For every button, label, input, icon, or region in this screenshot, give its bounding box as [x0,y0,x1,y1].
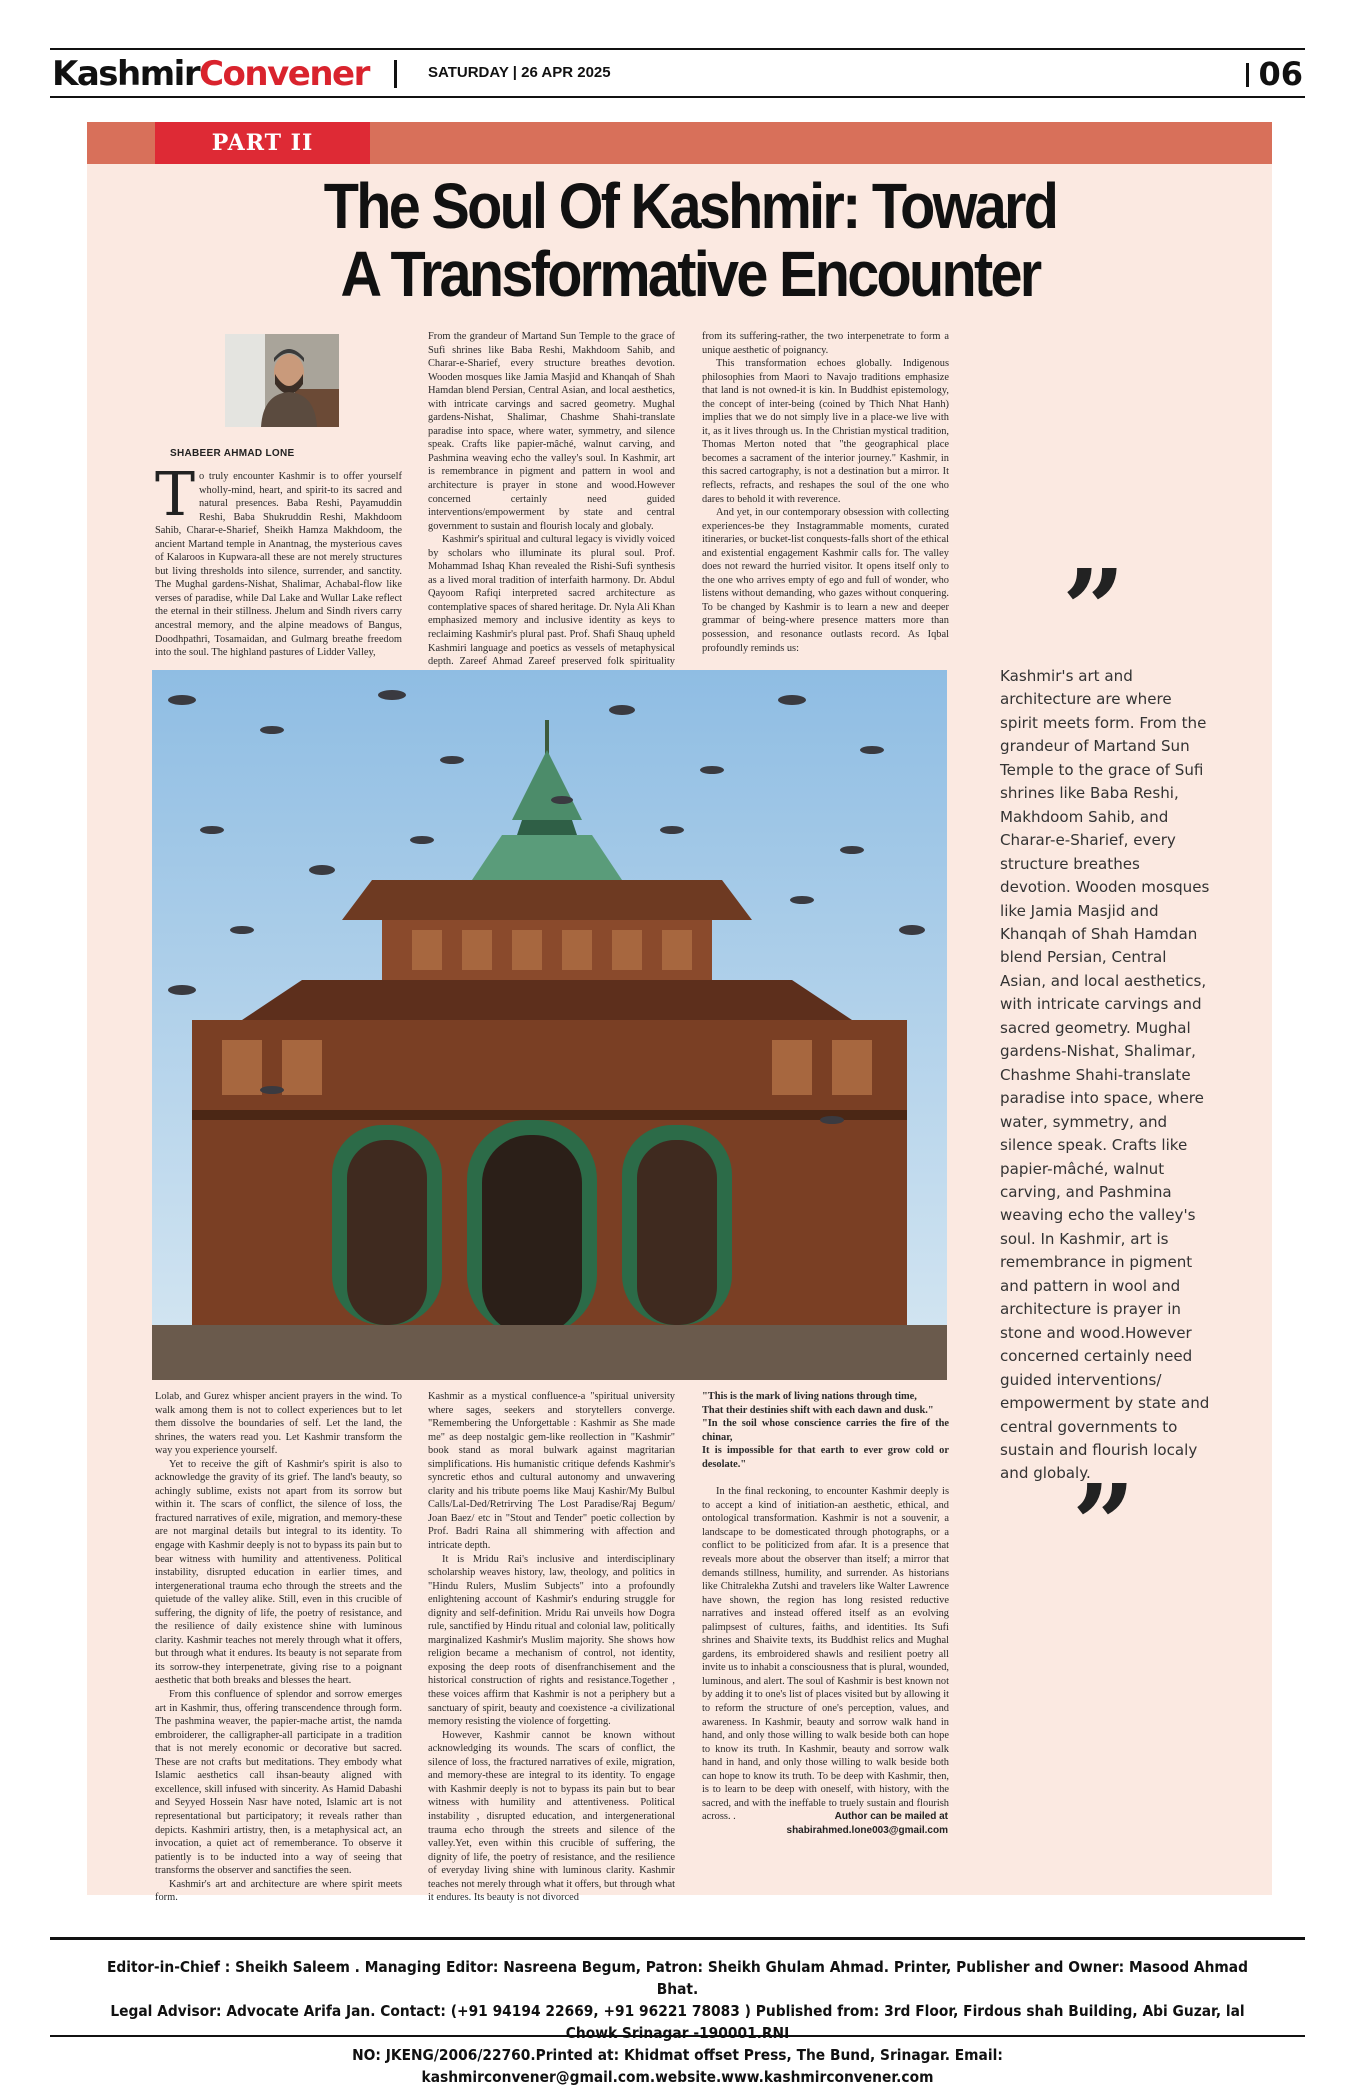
newspaper-logo[interactable]: KashmirConvener [52,54,369,94]
paragraph: It is Mridu Rai's inclusive and interdisciplinary scholarship weaves history, law, theology, and politics in "Hindu Rulers, Muslim Subjects" into a profoundly enlightening account of Kashmir's enduring struggle for dignity and self-definition. Mridu Rai unveils how Dogra rule, sanctified by Hindu ritual and colonial law, politically marginalized Kashmir's Muslim majority. She shows how religion became a mechanism of control, not identity, exposing the deep roots of disenfranchisement and the historical construction of rights and resistance.Together , these voices affirm that Kashmir is not a periphery but a sanctuary of spirit, beauty and coexistence -a civilizational memory resisting the violence of forgetting. [428,1553,675,1728]
drop-cap: T [155,460,196,530]
issue-date: SATURDAY | 26 APR 2025 [428,64,611,81]
imprint-footer [50,1937,1305,2086]
section-label: PART II [155,122,370,164]
paragraph: Yet to receive the gift of Kashmir's spirit is also to acknowledge the gravity of its grief. The land's beauty, so achingly sublime, exists not apart from its sorrow but within it. The scars of conflict, the silence of loss, the fractured narratives of exile, migration, and memory-these are not marginal details but integral to its identity. To engage with Kashmir deeply is not to bypass its pain but to bear witness with humility and attentiveness. Political instability, disrupted education in earlier times, and intergenerational trauma echo through the streets and the quietude of the valley alike. Still, even in this crucible of suffering, the dignity of life, the poetry of resistance, and the resilience of daily existence shine with luminous clarity. Kashmir teaches not merely through what it offers, but through what it endures. Its beauty is not separate from its sorrow-they interpenetrate, giving rise to a poignant aesthetic that both breaks and blesses the heart. [155,1458,402,1687]
paragraph: o truly encounter Kashmir is to offer yourself wholly-mind, heart, and spirit-to its sacred and natural presences. Baba Reshi, Payamuddin Reshi, Baba Shukruddin Reshi, Makhdoom Sahib, Charar-e-Sharief, Sheikh Hamza Makhdoom, the ancient Martand temple in Anantnag, the mysterious caves of Kalaroos in Kupwara-all these are not merely structures but living thresholds into silence, surrender, and sanctity. The Mughal gardens-Nishat, Shalimar, Achabal-flow like verses of paradise, while Dal Lake and Wullar Lake reflect the eternal in their stillness. Jhelum and Sindh rivers carry ancestral memory, and the alpine meadows of Bangus, Doodhpathri, Tosamaidan, and Gulmarg breathe freedom into the soul. The highland pastures of Lidder Valley, [155,471,402,659]
masthead-divider [394,60,397,88]
author-contact: Author can be mailed at shabirahmed.lone003@gmail.com [690,1810,948,1838]
page-number: 06 [1258,52,1303,96]
paragraph: This transformation echoes globally. Indigenous philosophies from Maori to Navajo traditions emphasize that land is not owned-it is kin. In Buddhist epistemology, the concept of inter-being (coined by Thich Nhat Hanh) implies that we do not simply live in a place-we live with it, as it lives through us. In the Christian mystical tradition, Thomas Merton noted that "the geographical place becomes a sacrament of the interior journey." Kashmir, in this sacred cartography, is not a destination but a mirror. It reflects, refracts, and reshapes the soul of the one who dares to behold it with reverence. [702,358,949,505]
paragraph: From this confluence of splendor and sorrow emerges art in Kashmir, thus, offering transcendence through form. The pashmina weaver, the papier-mache artist, the namda embroiderer, the calligrapher-all participate in a tradition that is not merely economic or decorative but sacred. These are not crafts but meditations. They embody what Islamic aesthetics call ihsan-beauty aligned with excellence, skill infused with sincerity. As Hamid Dabashi and Seyyed Hossein Nasr have noted, Islamic art is not representational but participatory; it reveals rather than depicts. Kashmiri artistry, then, is a metaphysical act, an invocation, a quiet act of rememberance. To observe it patiently is to be inducted into a way of seeing that transforms the observer and sanctifies the seen. [155,1689,402,1877]
paragraph: Kashmir as a mystical confluence-a "spiritual university where sages, seekers and storytellers converge. "Remembering the Unforgettable : Kashmir as She made me" as deep nostalgic gem-like reollection in "Kashmir" book stand as moral bulwark against magritarian simplifications. His humanistic critique defends Kashmir's syncretic ethos and cultural autonomy and unwavering clarity and his tribute poems like Mauj Kashir/My Bulbul Calls/Lal-Ded/Retrirving The Lost Paradise/Raj Begum/ Joan Baez/ etc in "Stout and Tender" poetic collection by Prof. Badri Raina all shimmering with affection and intricate depth. [428,1391,675,1552]
article-headline [204,172,1176,308]
shrine-photograph [152,670,947,1380]
author-portrait-image [225,334,339,427]
paragraph: From the grandeur of Martand Sun Temple to the grace of Sufi shrines like Baba Reshi, Makhdoom Sahib, and Charar-e-Sharief, every structure breathes devotion. Wooden mosques like Jamia Masjid and Khanqah of Shah Hamdan blend Persian, Central Asian, and local aesthetics, with intricate carvings and sacred geometry. Mughal gardens-Nishat, Shalimar, Chashme Shahi-translate paradise into space, where water, symmetry, and silence speak. Crafts like papier-mâché, walnut carving, and Pashmina weaving echo the valley's soul. In Kashmir, art is remembrance in pigment and pattern in wool and architecture is prayer in stone and wood.However concerned certainly need guided interventions/empowerment by state and central government to sustain and flourish localy and globaly. [428,331,675,532]
iqbal-quote-line: That their destinies shift with each dawn and dusk." [702,1404,934,1416]
imprint-line-3: NO: JKENG/2006/22760.Printed at: Khidmat offset Press, The Bund, Srinagar. Email: kashmirconvener@gmail.com.website.www.kashmirconvener.com [352,2046,1003,2086]
sidebar-pull-quote: Kashmir's art and architecture are where spirit meets form. From the grandeur of Martand Sun Temple to the grace of Sufi shrines like Baba Reshi, Makhdoom Sahib, and Charar-e-Sharief, every structure breathes devotion. Wooden mosques like Jamia Masjid and Khanqah of Shah Hamdan blend Persian, Central Asian, and local aesthetics, with intricate carvings and sacred geometry. Mughal gardens-Nishat, Shalimar, Chashme Shahi-translate paradise into space, where water, symmetry, and silence speak. Crafts like papier-mâché, walnut carving, and Pashmina weaving echo the valley's soul. In Kashmir, art is remembrance in pigment and pattern in wool and architecture is prayer in stone and wood.However concerned certainly need guided interventions/ empowerment by state and central governments to sustain and flourish localy and globaly. [1000,667,1210,1483]
paragraph: In the final reckoning, to encounter Kashmir deeply is to accept a kind of initiation-an aesthetic, ethical, and ontological transformation. Kashmir is not a souvenir, a landscape to be domesticated through photographs, or a conflict to be politicized from afar. It is a presence that reveals more about the observer than itself; a mirror that demands stillness, humility, and surrender. As historians like Chitralekha Zutshi and travelers like Walter Lawrence have shown, the region has long resisted reductive narratives and instead offered itself as an evolving palimpsest of cultures, faiths, and identities. Its Sufi shrines and Shaivite texts, its Buddhist relics and Mughal gardens, its embroidered shawls and resilient poetry all invite us to inhabit a consciousness that is plural, wounded, luminous, and alert. The soul of Kashmir is best known not by adding it to one's list of places visited but by allowing it to reform the structure of one's perception, values, and awareness. In Kashmir, beauty and sorrow walk hand in hand, and only those willing to walk beside both can hope to know its truth. In Kashmir, beauty and sorrow walk hand in hand, and only those willing to walk beside both can hope to know its truth. To be deep with Kashmir, then, is to learn to be deep with oneself, with history, with the sacred, and with the ineffable to truely sustain and flourish across. . [702,1486,949,1823]
author-photo [225,334,339,427]
open-quote-mark: ” [1062,545,1126,674]
close-quote-mark: ” [1072,1460,1136,1589]
khanqah-photo [152,670,947,1380]
paragraph: And yet, in our contemporary obsession with collecting experiences-be they Instagrammable moments, curated itineraries, or bucket-list conquests-falls short of the ethical and existential engagement Kashmir calls for. The valley does not reward the hurried visitor. It opens itself only to the one who arrives empty of ego and full of wonder, who listens without demanding, who gazes without conquering. To be changed by Kashmir is to learn a new and deeper grammar of being-where presence matters more than possession, and resonance outlasts record. As Iqbal profoundly reminds us: [702,507,949,654]
author-email-link[interactable]: shabirahmed.lone003@gmail.com [786,1825,948,1836]
paragraph: from its suffering-rather, the two interpenetrate to form a unique aesthetic of poignancy. [702,331,949,356]
masthead [50,48,1305,98]
headline-line-1: The Soul Of Kashmir: Toward [323,170,1057,242]
lower-column-2 [428,1390,675,1905]
paragraph: However, Kashmir cannot be known without acknowledging its wounds. The scars of conflict, the silence of loss, the fractured narratives of exile, migration, and memory-these are integral to its identity. To engage with Kashmir deeply is not to bypass its pain but to bear witness with humility and attentiveness. Political instability , disrupted education, and intergenerational trauma echo through the streets and silence of the valley.Yet, even within this crucible of suffering, the dignity of life, the poetry of resistance, and the resilience of everyday living shine with luminous clarity. Kashmir teaches not merely through what it offers, but through what it endures. Its beauty is not divorced [428,1729,675,1904]
imprint-line-2: Legal Advisor: Advocate Arifa Jan. Contact: (+91 94194 22669, +91 96221 78083 ) Published from: 3rd Floor, Firdous shah Building, Abi Guzar, lal Chowk Srinagar -190001.RNI [110,2002,1245,2042]
iqbal-quote-line: "In the soil whose conscience carries the fire of the chinar, [702,1418,949,1443]
author-byline: SHABEER AHMAD LONE [170,448,295,459]
paragraph: Kashmir's art and architecture are where spirit meets form. [155,1878,402,1904]
imprint-line-1: Editor-in-Chief : Sheikh Saleem . Managing Editor: Nasreena Begum, Patron: Sheikh Ghulam Ahmad. Printer, Publisher and Owner: Masood Ahmad Bhat. [106,1958,1248,1998]
paragraph: Kashmir's spiritual and cultural legacy is vividly voiced by scholars who illuminate its plural soul. Prof. Mohammad Ishaq Khan revealed the Rishi-Sufi synthesis as a lived moral tradition of interfaith harmony. Dr. Abdul Qayoom Rafiqi interpreted sacred architecture as contemplative spaces of shared heritage. Dr. Nyla Ali Khan emphasized memory and inclusive identity as keys to reclaiming Kashmir's plural past. Prof. Shafi Shauq upheld Kashmiri language and poetics as vessels of metaphysical depth. Zareef Ahmad Zareef preserved folk spirituality [428,534,675,668]
upper-column-3 [702,330,949,655]
upper-column-1 [155,460,402,660]
iqbal-quote-line: It is impossible for that earth to ever grow cold or desolate." [702,1445,949,1470]
upper-column-2 [428,330,675,696]
lower-column-3 [702,1390,949,1824]
headline-line-2: A Transformative Encounter [340,238,1040,310]
paragraph: Lolab, and Gurez whisper ancient prayers in the wind. To walk among them is not to collect experiences but to let them dissolve the boundaries of self. Let the land, the shrines, the waters read you. Let Kashmir transform the way you experience yourself. [155,1391,402,1457]
iqbal-quote-line: "This is the mark of living nations through time, [702,1391,917,1402]
lower-column-1 [155,1390,402,1905]
